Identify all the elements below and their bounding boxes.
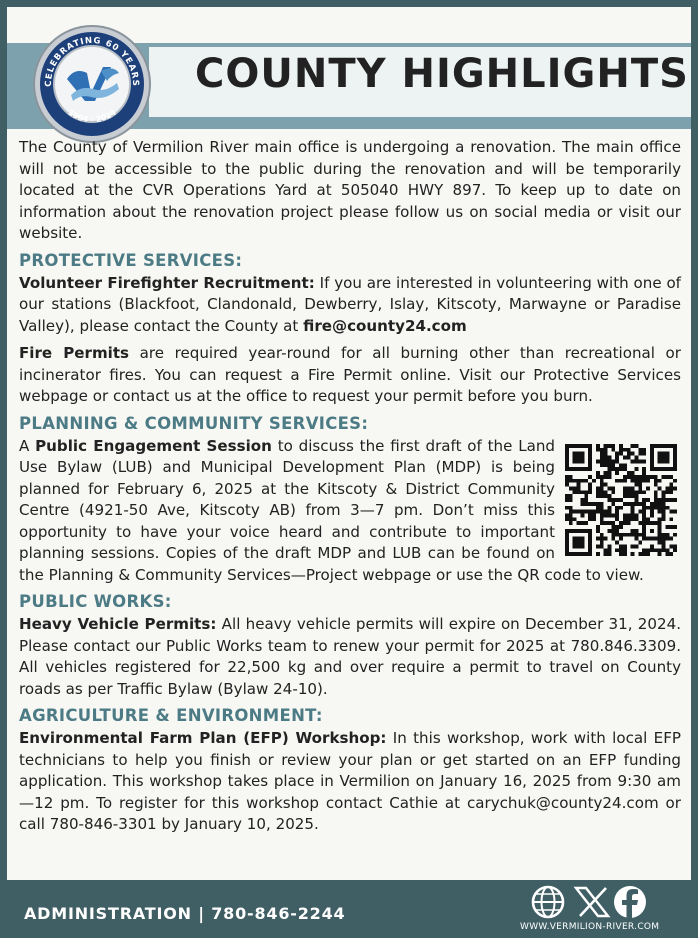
facebook-icon[interactable]	[614, 886, 646, 918]
agriculture-body: In this workshop, work with local EFP technicians to help you finish or review your plan or get started on an EFP funding application. This workshop takes place in Vermilion on January 16, 2025 from 9:30 am—12 pm. To register for this workshop contact Cathie at carychuk@county24.com or call 780-846-3301 by January 10, 2025.	[19, 729, 681, 833]
social-icons	[530, 884, 650, 920]
protective-services-heading: PROTECTIVE SERVICES:	[19, 250, 243, 270]
public-works-heading: PUBLIC WORKS:	[19, 592, 172, 611]
public-works-body: All heavy vehicle permits will expire on December 31, 2024. Please contact our Public Works team to renew your permit for 2025 at 780.846.3309. All vehicles registered for 22,500 kg and over require a permit to travel on County roads as per Traffic Bylaw (Bylaw 24-10).	[19, 615, 682, 698]
fire-permit-body: are required year-round for all burning other than recreational or incinerator fires. You can request a Fire Permit online. Visit our Protective Services webpage or contact us at the office to request your permit before you burn.	[19, 344, 681, 405]
globe-icon[interactable]	[533, 887, 563, 917]
planning-pre: A	[19, 436, 36, 455]
logo-ring-top-text: CELEBRATING 60 YEARS	[43, 35, 141, 87]
planning-lead: Public Engagement Session	[35, 436, 272, 455]
fire-permit-lead: Fire Permits	[19, 344, 130, 362]
logo-ring-bottom-text: 1964 · 2024	[66, 107, 118, 125]
agriculture-heading: AGRICULTURE & ENVIRONMENT:	[19, 706, 323, 725]
fire-permit-paragraph	[19, 343, 681, 408]
agriculture-paragraph	[19, 728, 681, 836]
content-body	[19, 137, 681, 836]
planning-body: to discuss the first draft of the Land Use Bylaw (LUB) and Municipal Development Plan (MDP) is being planned for February 6, 2025 at the Kitscoty & District Community Centre (4921-50 Ave, Kitscoty AB) from 3—7 pm. Don’t miss this opportunity to have your voice heard and contribute to important planning sessions. Copies of the draft MDP and LUB can be found on the Planning & Community Services—Project webpage or use the QR code to view.	[19, 436, 644, 584]
x-icon[interactable]	[576, 888, 608, 916]
public-works-paragraph	[19, 614, 681, 700]
page-title: COUNTY HIGHLIGHTS	[195, 51, 689, 97]
planning-heading: PLANNING & COMMUNITY SERVICES:	[19, 413, 369, 433]
volunteer-lead: Volunteer Firefighter Recruitment:	[19, 273, 315, 292]
county-logo-icon	[31, 23, 153, 145]
volunteer-body: If you are interested in volunteering with one of our stations (Blackfoot, Clandonald, Dewberry, Islay, Kitscoty, Marwayne or Paradise Valley), please contact the County at	[19, 273, 681, 335]
agriculture-lead: Environmental Farm Plan (EFP) Workshop:	[19, 729, 387, 747]
flyer-page	[7, 7, 691, 880]
planning-paragraph	[19, 436, 681, 587]
qr-code-icon[interactable]	[565, 444, 677, 556]
website-url[interactable]: WWW.VERMILION-RIVER.COM	[520, 922, 660, 932]
public-works-lead: Heavy Vehicle Permits:	[19, 615, 217, 633]
fire-email-link[interactable]: fire@county24.com	[303, 316, 467, 335]
admin-phone: ADMINISTRATION | 780-846-2244	[24, 904, 346, 923]
volunteer-paragraph	[19, 273, 681, 338]
intro-paragraph: The County of Vermilion River main office is undergoing a renovation. The main office will not be accessible to the public during the renovation and will be temporarily located at the CVR Operations Yard at 505040 HWY 897. To keep up to date on information about the renovation project please follow us on social media or visit our website.	[19, 138, 681, 242]
